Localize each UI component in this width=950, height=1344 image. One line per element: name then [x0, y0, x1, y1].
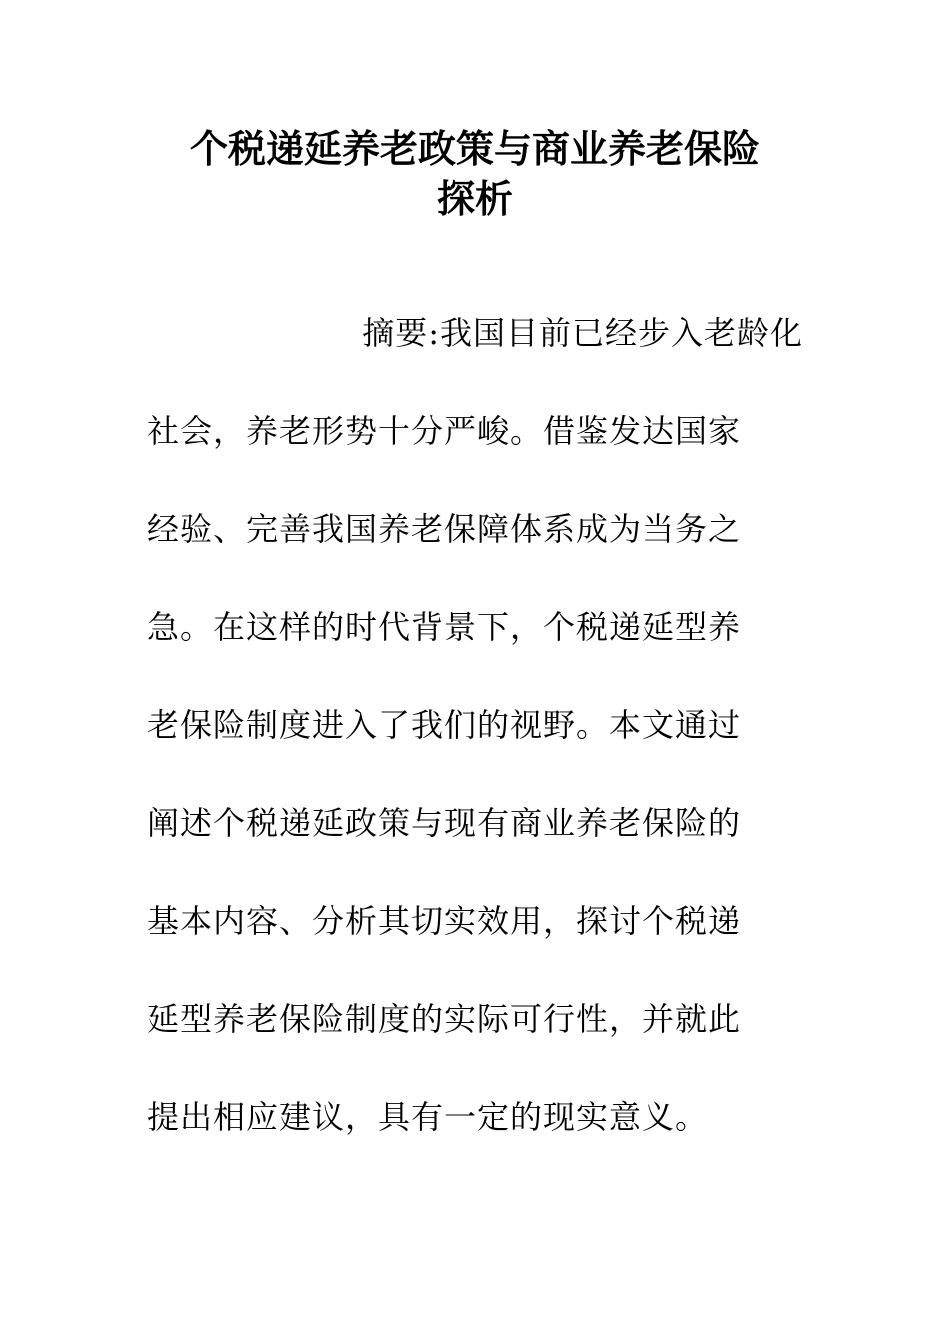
- document-title: [145, 124, 805, 224]
- abstract-line: 提出相应建议，具有一定的现实意义。: [147, 1098, 709, 1136]
- abstract-line: 社会，养老形势十分严峻。借鉴发达国家: [147, 412, 742, 450]
- abstract-line: 延型养老保险制度的实际可行性，并就此: [147, 1000, 742, 1038]
- abstract-paragraph: [147, 308, 807, 1190]
- abstract-line: 摘要:我国目前已经步入老龄化: [362, 314, 803, 352]
- abstract-line: 经验、完善我国养老保障体系成为当务之: [147, 510, 742, 548]
- abstract-line: 阐述个税递延政策与现有商业养老保险的: [147, 804, 742, 842]
- abstract-line: 基本内容、分析其切实效用，探讨个税递: [147, 902, 742, 940]
- abstract-line: 急。在这样的时代背景下，个税递延型养: [147, 608, 742, 646]
- title-line: 探析: [436, 177, 513, 221]
- title-line: 个税递延养老政策与商业养老保险: [189, 127, 760, 171]
- abstract-line: 老保险制度进入了我们的视野。本文通过: [147, 706, 742, 744]
